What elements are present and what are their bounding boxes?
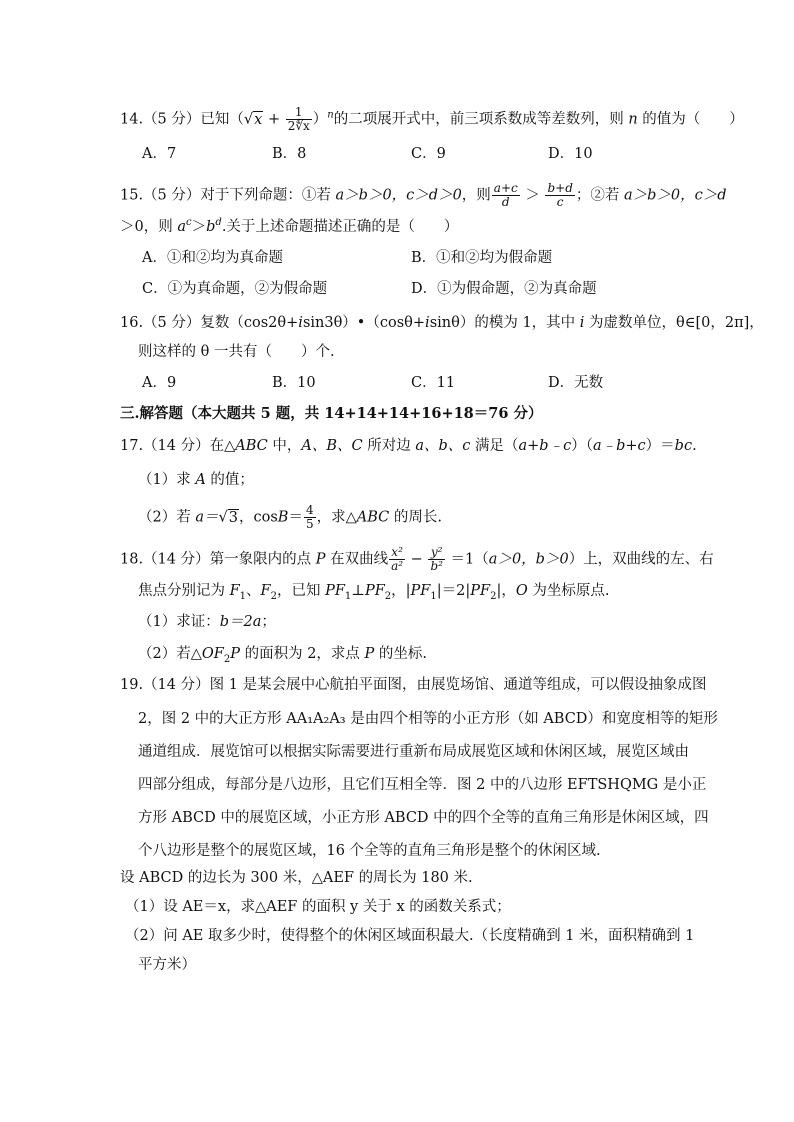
q14-fraction: $\frac{1}{2∜x}$ (287, 105, 310, 133)
q18-part1: （1）求证：b＝2a； (138, 614, 276, 630)
q16-stem-line2: 则这样的 θ 一共有（ ）个. (138, 344, 335, 360)
q14-option-c[interactable]: C．9 (411, 146, 446, 162)
q16-option-c[interactable]: C．11 (411, 375, 456, 391)
q15-option-b[interactable]: B．①和②均为假命题 (411, 250, 553, 266)
q17-part2: （2）若 a＝√3，cosB＝ $\frac{4}{5}$ ，求△ABC 的周长. (138, 503, 442, 531)
q18-fraction-y: $\frac{\text{y²}}{\text{b²}}$ (430, 545, 443, 573)
q14-option-d[interactable]: D．10 (548, 146, 593, 162)
q15-stem-line1: 15.（5 分）对于下列命题：①若 a＞b＞0，c＞d＞0，则 $\frac{a+c}{d}$ ＞ $\frac{b+d}{c}$ ；②若 a＞b＞0，c＞d (120, 181, 727, 209)
q16-stem-line1: 16.（5 分）复数（cos2θ+isin3θ）•（cosθ+isinθ）的模为 1，其中 i 为虚数单位，θ∈[0，2π]， (120, 315, 764, 331)
q18-stem-line1: 18.（14 分）第一象限内的点 P 在双曲线 $\frac{\text{x²}}{\text{a²}}$ − $\frac{\text{y²}}{\text{b²}}$ ＝1（a＞0，b＞0）上，双曲线的左、右 (120, 545, 714, 573)
q17-fraction: $\frac{4}{5}$ (305, 503, 314, 531)
sqrt-symbol: √ (243, 111, 254, 128)
q17-stem: 17.（14 分）在△ABC 中，A、B、C 所对边 a、b、c 满足（a+b﹣c）（a﹣b+c）＝bc. (120, 438, 697, 454)
q19-stem-line5: 方形 ABCD 中的展览区域，小正方形 ABCD 中的四个全等的直角三角形是休闲区域，四 (138, 810, 709, 826)
q16-option-d[interactable]: D．无数 (548, 375, 604, 391)
q15-stem-line2: ＞0，则 $a^c>b^d$.关于上述命题描述正确的是（ ） (120, 217, 459, 235)
q15-option-d[interactable]: D．①为假命题，②为真命题 (411, 281, 597, 297)
q19-stem-line4: 四部分组成，每部分是八边形，且它们互相全等．图 2 中的八边形 EFTSHQMG 是小正 (138, 777, 707, 793)
q14-option-a[interactable]: A．7 (142, 146, 177, 162)
q15-option-a[interactable]: A．①和②均为真命题 (142, 250, 283, 266)
q15-option-c[interactable]: C．①为真命题，②为假命题 (142, 281, 328, 297)
q18-stem-line2: 焦点分别记为 $F_1$、$F_2$，已知 $PF_1\perp PF_2$，$|PF_1|=2|PF_2|$，O 为坐标原点. (138, 583, 610, 602)
section-heading: 三.解答题（本大题共 5 题，共 14+14+14+16+18＝76 分） (120, 405, 543, 422)
q18-fraction-x: $\frac{\text{x²}}{\text{a²}}$ (391, 545, 404, 573)
q19-stem-line6: 个八边形是整个的展览区域，16 个全等的直角三角形是整个的休闲区域. (138, 843, 601, 859)
q19-part2-line2: 平方米） (138, 957, 196, 973)
q14-option-b[interactable]: B．8 (272, 146, 307, 162)
q16-option-a[interactable]: A．9 (142, 375, 177, 391)
q19-stem-line1: 19.（14 分）图 1 是某会展中心航拍平面图，由展览场馆、通道等组成，可以假设抽象成图 (120, 677, 707, 693)
q15-fraction-1: $\frac{a+c}{d}$ (493, 181, 518, 209)
q19-part2-line1: （2）问 AE 取多少时，使得整个的休闲区域面积最大.（长度精确到 1 米，面积精确到 1 (125, 928, 695, 944)
q18-part2: （2）若$\triangle OF_2P$ 的面积为 2，求点 P 的坐标. (138, 646, 428, 665)
q19-stem-line2: 2，图 2 中的大正方形 AA₁A₂A₃ 是由四个相等的小正方形（如 ABCD）和宽度相等的矩形 (138, 711, 718, 727)
q14-stem: 14.（5 分）已知（√x + $\frac{1}{2∜x}$ ）$^n$的二项展开式中，前三项系数成等差数列，则 n 的值为（ ） (120, 105, 744, 133)
q19-part1: （1）设 AE＝x，求△AEF 的面积 y 关于 x 的函数关系式； (125, 899, 511, 915)
q19-stem-line3: 通道组成．展览馆可以根据实际需要进行重新布局成展览区域和休闲区域，展览区域由 (138, 744, 689, 760)
q15-fraction-2: $\frac{b+d}{c}$ (547, 181, 573, 209)
q16-option-b[interactable]: B．10 (272, 375, 316, 391)
q19-given: 设 ABCD 的边长为 300 米，△AEF 的周长为 180 米. (120, 870, 473, 886)
q17-part1: （1）求 A 的值； (138, 472, 254, 488)
